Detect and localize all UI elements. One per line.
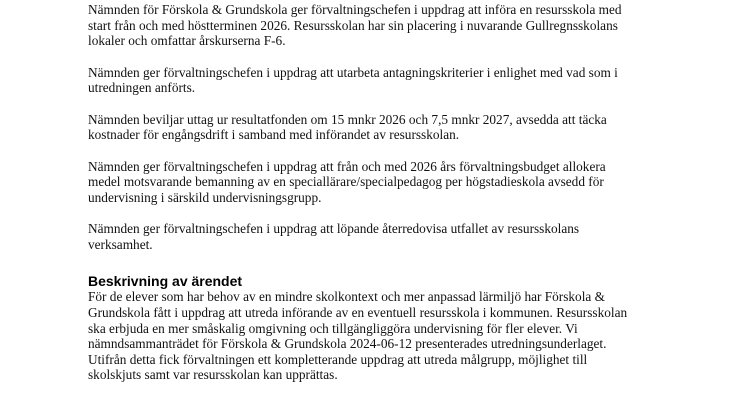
description-paragraph [88, 289, 688, 383]
text-line: Nämnden ger förvaltningschefen i uppdrag att löpande återredovisa utfallet av resursskolans [88, 221, 580, 237]
text-line: Nämnden ger förvaltningschefen i uppdrag att utarbeta antagningskriterier i enlighet med vad som i [88, 64, 618, 80]
text-line: Nämnden för Förskola & Grundskola ger förvaltningschefen i uppdrag att införa en resursskola med [88, 2, 622, 17]
text-line: För de elever som har behov av en mindre skolkontext och mer anpassad lärmiljö har Förskola & [88, 289, 605, 305]
decision-paragraph-3 [88, 112, 688, 143]
text-line: Nämnden ger förvaltningschefen i uppdrag att från och med 2026 års förvaltningsbudget allokera [88, 158, 606, 174]
text-line: lokaler och omfattar årskurserna F-6. [88, 33, 286, 49]
text-line: verksamhet. [88, 236, 153, 252]
text-line: Nämnden beviljar uttag ur resultatfonden om 15 mnkr 2026 och 7,5 mnkr 2027, avsedda att täcka [88, 111, 607, 127]
decision-paragraph-4 [88, 159, 688, 206]
text-line: kostnader för engångsdrift i samband med införandet av resursskolan. [88, 127, 460, 143]
text-line: medel motsvarande bemanning av en speciallärare/specialpedagog per högstadieskola avsedd för [88, 174, 604, 190]
decision-paragraph-5 [88, 221, 688, 252]
text-line: Grundskola fått i uppdrag att utreda införande av en eventuell resursskola i kommunen. Resursskolan [88, 304, 628, 320]
text-line: undervisning i särskild undervisningsgrupp. [88, 189, 322, 205]
text-line: nämndsammanträdet för Förskola & Grundskola 2024-06-12 presenterades utredningsunderlaget. [88, 336, 607, 352]
section-heading: Beskrivning av ärendet [88, 273, 243, 290]
decision-paragraph-1 [88, 2, 688, 49]
text-line: Utifrån detta fick förvaltningen ett kompletterande uppdrag att utreda målgrupp, möjlighet till [88, 351, 588, 367]
decision-paragraph-2 [88, 65, 688, 96]
text-line: skolskjuts samt var resursskolan kan upprättas. [88, 367, 338, 383]
text-line: utredningen anförts. [88, 80, 196, 96]
text-line: start från och med höstterminen 2026. Resursskolan har sin placering i nuvarande Gullregnsskolans [88, 17, 618, 33]
document-page [88, 2, 688, 383]
text-line: ska erbjuda en mer småskalig omgivning och tillgängliggöra undervisning för fler elever. Vi [88, 320, 578, 336]
